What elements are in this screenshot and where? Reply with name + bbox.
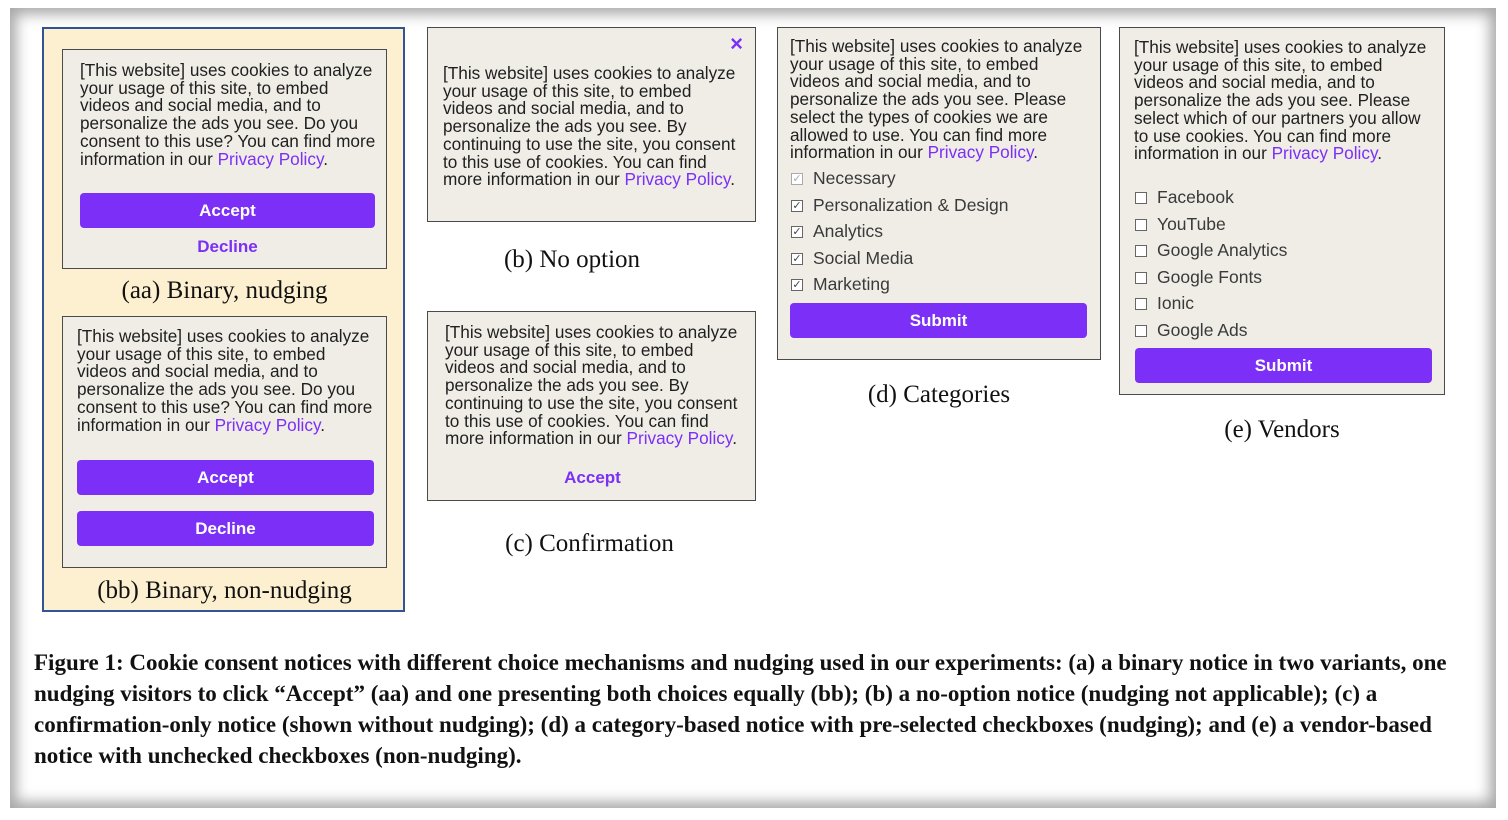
checkbox[interactable] xyxy=(1135,219,1147,231)
vendor-row[interactable] xyxy=(1135,238,1287,265)
checkbox: ✓ xyxy=(792,173,802,186)
category-row[interactable] xyxy=(791,272,1009,299)
checkbox-label: Google Analytics xyxy=(1157,240,1288,261)
close-icon[interactable]: × xyxy=(730,31,743,56)
category-checkbox-list xyxy=(791,166,1009,299)
privacy-policy-link[interactable]: Privacy Policy xyxy=(214,414,321,435)
checkbox[interactable]: ✓ xyxy=(792,252,802,265)
notice-binary-nudging xyxy=(62,49,387,269)
checkbox-label: Facebook xyxy=(1157,187,1234,208)
vendor-row[interactable] xyxy=(1135,291,1287,318)
checkbox-label: Google Fonts xyxy=(1157,266,1263,287)
checkbox[interactable] xyxy=(1135,192,1147,204)
checkbox-label: Ionic xyxy=(1157,293,1194,314)
privacy-policy-link[interactable]: Privacy Policy xyxy=(217,148,324,169)
notice-categories xyxy=(777,27,1101,360)
checkbox-label: YouTube xyxy=(1157,213,1226,234)
decline-button[interactable]: Decline xyxy=(77,511,374,546)
vendor-row[interactable] xyxy=(1135,212,1287,239)
checkbox-label: Marketing xyxy=(813,274,890,295)
notice-vendors xyxy=(1119,27,1445,395)
checkbox[interactable]: ✓ xyxy=(792,226,802,239)
notice-text: [This website] uses cookies to analyze your usage of this site, to embed videos and social media, and to personalize the ads you see. Do you consent to this use? You can find more information in our Privacy Policy. xyxy=(80,60,376,169)
checkbox-label: Personalization & Design xyxy=(813,194,1009,215)
vendor-row[interactable] xyxy=(1135,265,1287,292)
checkbox[interactable]: ✓ xyxy=(792,199,802,212)
accept-button[interactable]: Accept xyxy=(80,193,375,228)
category-row[interactable] xyxy=(791,166,1009,193)
vendor-row[interactable] xyxy=(1135,318,1287,345)
checkbox-label: Google Ads xyxy=(1157,319,1248,340)
privacy-policy-link[interactable]: Privacy Policy xyxy=(624,169,731,190)
checkbox[interactable] xyxy=(1135,298,1147,310)
notice-text: [This website] uses cookies to analyze your usage of this site, to embed videos and social media, and to personalize the ads you see. Please select which of our partners you allow to use cookies. You can find more information in our Privacy Policy. xyxy=(1134,37,1427,164)
notice-no-option xyxy=(427,27,756,222)
privacy-policy-link[interactable]: Privacy Policy xyxy=(927,142,1034,163)
category-row[interactable] xyxy=(791,193,1009,220)
notice-text: [This website] uses cookies to analyze your usage of this site, to embed videos and social media, and to personalize the ads you see. Please select the types of cookies we are allowed to use. You can find more information in our Privacy Policy. xyxy=(790,36,1083,163)
notice-text: [This website] uses cookies to analyze your usage of this site, to embed videos and social media, and to personalize the ads you see. By continuing to use the site, you consent to this use of cookies. You can find more information in our Privacy Policy. xyxy=(443,63,736,190)
caption-bb: (bb) Binary, non-nudging xyxy=(97,577,352,604)
decline-link-button[interactable]: Decline xyxy=(197,237,258,256)
vendor-row[interactable] xyxy=(1135,185,1287,212)
caption-e: (e) Vendors xyxy=(1224,416,1340,443)
accept-button[interactable]: Accept xyxy=(564,468,621,487)
submit-button[interactable]: Submit xyxy=(790,303,1087,338)
caption-b: (b) No option xyxy=(503,246,641,273)
category-row[interactable] xyxy=(791,219,1009,246)
privacy-policy-link[interactable]: Privacy Policy xyxy=(626,428,733,449)
accept-button[interactable]: Accept xyxy=(77,460,374,495)
privacy-policy-link[interactable]: Privacy Policy xyxy=(1271,143,1378,164)
checkbox[interactable] xyxy=(1135,245,1147,257)
caption-d: (d) Categories xyxy=(867,381,1011,408)
checkbox-label: Social Media xyxy=(813,247,914,268)
notice-text: [This website] uses cookies to analyze your usage of this site, to embed videos and social media, and to personalize the ads you see. By continuing to use the site, you consent to this use of cookies. You can find more information in our Privacy Policy. xyxy=(445,322,738,449)
caption-c: (c) Confirmation xyxy=(505,530,674,557)
checkbox[interactable] xyxy=(1135,272,1147,284)
caption-aa: (aa) Binary, nudging xyxy=(121,277,328,304)
checkbox-label: Necessary xyxy=(813,168,896,189)
checkbox-label: Analytics xyxy=(813,221,884,242)
submit-button[interactable]: Submit xyxy=(1135,348,1432,383)
checkbox[interactable]: ✓ xyxy=(792,279,802,292)
notice-confirmation xyxy=(427,311,756,501)
category-row[interactable] xyxy=(791,246,1009,273)
notice-text: [This website] uses cookies to analyze your usage of this site, to embed videos and social media, and to personalize the ads you see. Do you consent to this use? You can find more information in our Privacy Policy. xyxy=(77,326,373,435)
vendor-checkbox-list xyxy=(1135,185,1287,344)
notice-binary-non-nudging xyxy=(62,316,387,568)
figure-caption: Figure 1: Cookie consent notices with different choice mechanisms and nudging used in our experiments: (a) a binary notice in two variants, one nudging visitors to click “Accept” (aa) and one presenting both choices equally (bb); (b) a no-option notice (nudging not applicable); (c) a confirmation-only notice (shown without nudging); (d) a category-based notice with pre-selected checkboxes (nudging); and (e) a vendor-based notice with unchecked checkboxes (non-nudging). xyxy=(34,650,1447,768)
checkbox[interactable] xyxy=(1135,325,1147,337)
